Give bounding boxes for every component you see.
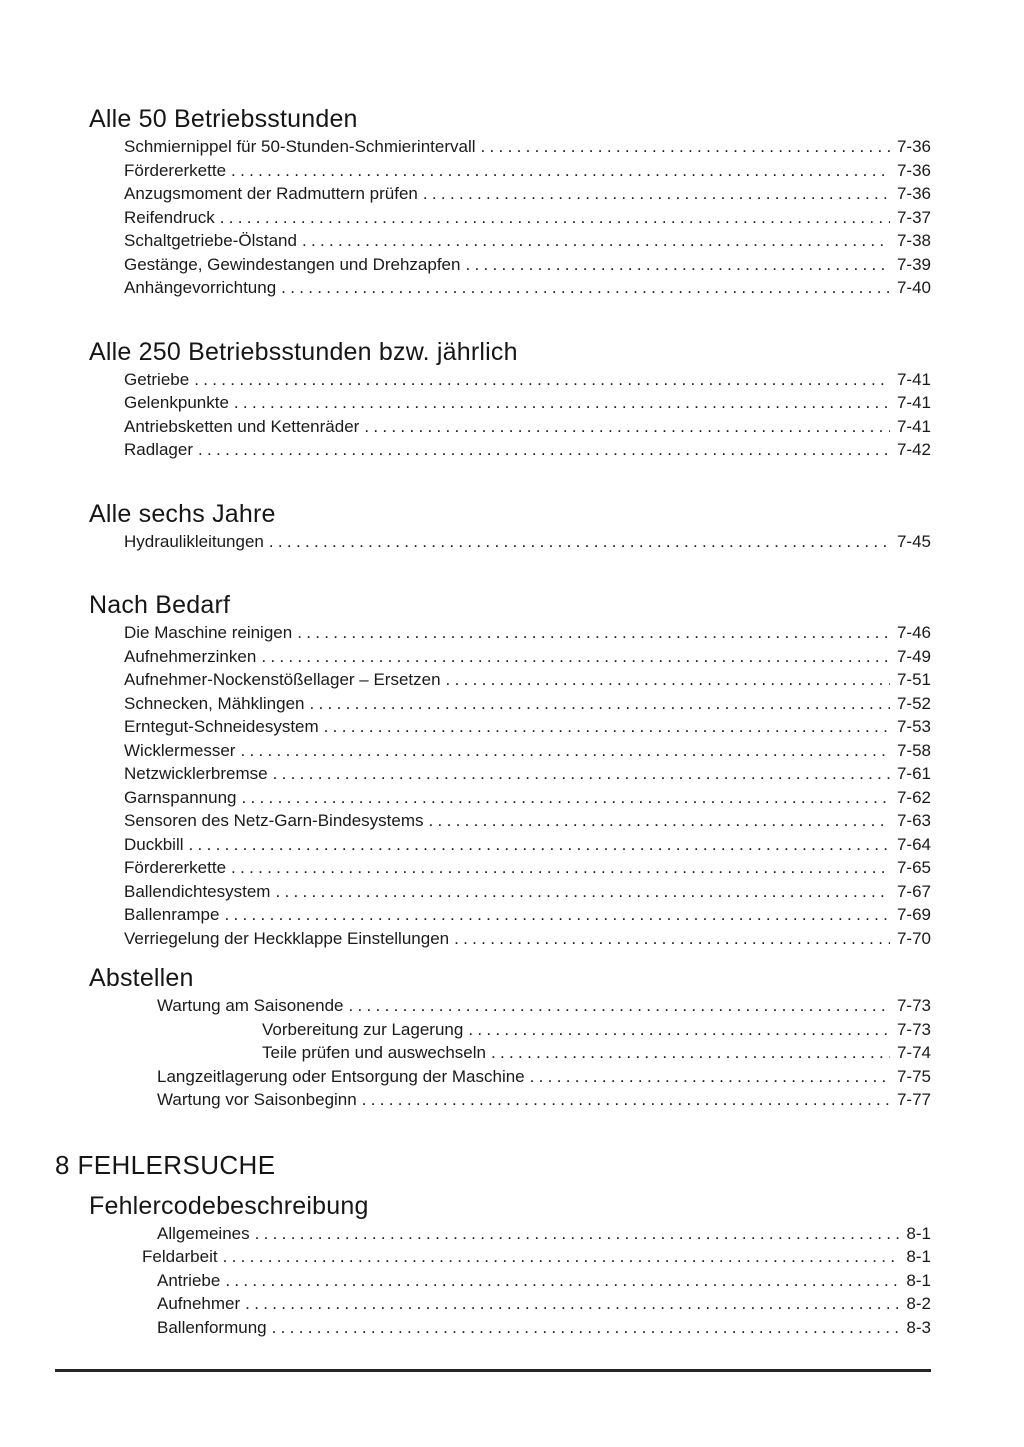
toc-entry-label: Sensoren des Netz-Garn-Bindesystems bbox=[124, 811, 424, 830]
toc-entry bbox=[124, 880, 931, 904]
toc-entry bbox=[124, 438, 931, 462]
toc-section bbox=[55, 103, 931, 300]
toc-entry bbox=[124, 927, 931, 951]
toc-leader-dots bbox=[465, 253, 890, 277]
toc-entry bbox=[124, 645, 931, 669]
toc-entry bbox=[124, 762, 931, 786]
toc-entry bbox=[124, 739, 931, 763]
toc-entry-page: 7-38 bbox=[896, 231, 931, 250]
toc-entry bbox=[124, 391, 931, 415]
toc-entry-label: Verriegelung der Heckklappe Einstellungen bbox=[124, 928, 450, 948]
toc-leader-dots bbox=[255, 1222, 900, 1246]
section-heading: Alle 250 Betriebsstunden bzw. jährlich bbox=[89, 337, 518, 366]
toc-entry-label: Hydraulikleitungen bbox=[124, 531, 264, 551]
toc-entry-label: Ballenrampe bbox=[124, 905, 220, 924]
toc-entry-label: Fördererkette bbox=[124, 160, 227, 180]
toc-leader-dots bbox=[273, 762, 890, 786]
toc-entry bbox=[124, 668, 931, 692]
toc-entry-page: 7-52 bbox=[896, 693, 931, 713]
toc-entry-label: Duckbill bbox=[124, 834, 184, 854]
toc-leader-dots bbox=[194, 368, 890, 392]
toc-leader-dots bbox=[272, 1316, 900, 1340]
toc-chapter bbox=[55, 1148, 931, 1182]
toc-leader-dots bbox=[348, 994, 889, 1018]
toc-entry-label: Netzwicklerbremse bbox=[124, 764, 268, 783]
toc-entry-label: Gestänge, Gewindestangen und Drehzapfen bbox=[124, 254, 461, 274]
toc-entry-page: 8-1 bbox=[906, 1270, 931, 1290]
toc-leader-dots bbox=[220, 206, 890, 230]
toc-leader-dots bbox=[245, 1292, 899, 1316]
toc-entry-label: Reifendruck bbox=[124, 207, 215, 227]
toc-entry bbox=[124, 135, 931, 159]
toc-leader-dots bbox=[429, 809, 890, 833]
toc-leader-dots bbox=[224, 903, 890, 927]
toc-leader-dots bbox=[240, 739, 890, 763]
section-heading: Alle sechs Jahre bbox=[89, 499, 276, 528]
toc-entry-page: 7-58 bbox=[896, 740, 931, 760]
toc-entry-label: Fördererkette bbox=[124, 858, 227, 877]
toc-entry-label: Anzugsmoment der Radmuttern prüfen bbox=[124, 184, 418, 203]
toc-entry-page: 7-73 bbox=[896, 996, 931, 1015]
toc-entry-label: Schmiernippel für 50-Stunden-Schmierintervall bbox=[124, 137, 476, 156]
toc-entry-page: 7-51 bbox=[896, 670, 931, 689]
toc-section bbox=[55, 962, 931, 1112]
toc-entry-label: Radlager bbox=[124, 440, 193, 459]
toc-leader-dots bbox=[225, 1269, 899, 1293]
toc-entry bbox=[124, 621, 931, 645]
toc-entry-label: Gelenkpunkte bbox=[124, 393, 229, 412]
toc-entry-label: Garnspannung bbox=[124, 787, 237, 807]
section-heading: Nach Bedarf bbox=[89, 591, 231, 619]
toc-entry bbox=[124, 833, 931, 857]
toc-leader-dots bbox=[446, 668, 890, 692]
toc-leader-dots bbox=[454, 927, 890, 951]
toc-entry-page: 7-36 bbox=[896, 137, 931, 156]
toc-entry-page: 8-3 bbox=[906, 1317, 931, 1337]
toc-entry-label: Aufnehmer bbox=[157, 1294, 241, 1313]
toc-entry-page: 7-41 bbox=[896, 416, 931, 436]
toc-entry bbox=[124, 692, 931, 716]
toc-entry-label: Anhängevorrichtung bbox=[124, 278, 277, 297]
section-heading: Abstellen bbox=[89, 964, 194, 992]
toc-entry bbox=[124, 276, 931, 300]
toc-entry-label: Aufnehmerzinken bbox=[124, 646, 257, 666]
toc-entry-page: 7-45 bbox=[896, 531, 931, 551]
toc-entry bbox=[142, 1245, 931, 1269]
toc-entry-label: Wicklermesser bbox=[124, 740, 236, 760]
toc-leader-dots bbox=[302, 229, 890, 253]
footer-rule bbox=[55, 1369, 931, 1372]
toc-leader-dots bbox=[491, 1041, 890, 1065]
toc-entry bbox=[157, 1088, 931, 1112]
toc-leader-dots bbox=[275, 880, 890, 904]
toc-leader-dots bbox=[324, 715, 890, 739]
toc-leader-dots bbox=[234, 391, 890, 415]
toc-entry-label: Wartung vor Saisonbeginn bbox=[157, 1090, 357, 1109]
toc-section bbox=[55, 589, 931, 950]
toc-entry-page: 8-1 bbox=[906, 1223, 931, 1243]
toc-leader-dots bbox=[231, 856, 890, 880]
toc-entry bbox=[124, 368, 931, 392]
toc-entry bbox=[157, 1222, 931, 1246]
toc-entry bbox=[124, 809, 931, 833]
toc-entry-label: Aufnehmer-Nockenstößellager – Ersetzen bbox=[124, 670, 441, 689]
toc-entry bbox=[262, 1041, 931, 1065]
toc-entry-page: 7-39 bbox=[896, 254, 931, 274]
toc-section bbox=[55, 498, 931, 554]
toc-entry-page: 7-53 bbox=[896, 717, 931, 736]
toc-entry-label: Teile prüfen und auswechseln bbox=[262, 1043, 486, 1062]
toc-leader-dots bbox=[189, 833, 890, 857]
toc-entry-page: 7-63 bbox=[896, 811, 931, 830]
toc-entry bbox=[124, 159, 931, 183]
chapter-heading: 8 FEHLERSUCHE bbox=[55, 1149, 276, 1180]
toc-entry bbox=[124, 182, 931, 206]
toc-leader-dots bbox=[231, 159, 890, 183]
toc-entry-page: 8-2 bbox=[906, 1294, 931, 1313]
table-of-contents bbox=[55, 103, 931, 1339]
toc-entry bbox=[157, 1269, 931, 1293]
toc-leader-dots bbox=[530, 1065, 890, 1089]
toc-entry-page: 7-41 bbox=[896, 369, 931, 389]
toc-entry-label: Die Maschine reinigen bbox=[124, 623, 293, 642]
toc-entry-page: 7-37 bbox=[896, 207, 931, 227]
toc-entry-page: 7-73 bbox=[896, 1019, 931, 1039]
toc-entry bbox=[157, 1316, 931, 1340]
toc-leader-dots bbox=[269, 530, 890, 554]
toc-section bbox=[55, 336, 931, 462]
toc-entry-label: Antriebe bbox=[157, 1270, 221, 1290]
toc-entry-label: Allgemeines bbox=[157, 1223, 250, 1243]
toc-entry-label: Antriebsketten und Kettenräder bbox=[124, 416, 360, 436]
toc-entry-label: Ballenformung bbox=[157, 1317, 267, 1337]
toc-leader-dots bbox=[423, 182, 890, 206]
toc-leader-dots bbox=[198, 438, 890, 462]
toc-entry-label: Erntegut-Schneidesystem bbox=[124, 717, 319, 736]
toc-entry-label: Schaltgetriebe-Ölstand bbox=[124, 231, 297, 250]
toc-entry-label: Ballendichtesystem bbox=[124, 881, 271, 901]
section-heading: Fehlercodebeschreibung bbox=[89, 1191, 369, 1220]
toc-entry bbox=[157, 1292, 931, 1316]
toc-entry bbox=[124, 715, 931, 739]
toc-entry bbox=[157, 994, 931, 1018]
toc-entry-page: 7-77 bbox=[896, 1090, 931, 1109]
toc-entry-label: Vorbereitung zur Lagerung bbox=[262, 1019, 464, 1039]
toc-entry-page: 7-62 bbox=[896, 787, 931, 807]
toc-leader-dots bbox=[362, 1088, 890, 1112]
toc-entry-page: 7-49 bbox=[896, 646, 931, 666]
toc-leader-dots bbox=[364, 415, 890, 439]
toc-leader-dots bbox=[261, 645, 890, 669]
toc-entry-label: Schnecken, Mähklingen bbox=[124, 693, 305, 713]
toc-section bbox=[55, 1190, 931, 1340]
toc-leader-dots bbox=[297, 621, 890, 645]
toc-leader-dots bbox=[281, 276, 890, 300]
toc-entry-page: 7-67 bbox=[896, 881, 931, 901]
toc-entry-page: 7-61 bbox=[896, 764, 931, 783]
toc-entry bbox=[157, 1065, 931, 1089]
toc-entry-page: 7-36 bbox=[896, 160, 931, 180]
toc-leader-dots bbox=[310, 692, 890, 716]
toc-entry-page: 7-74 bbox=[896, 1043, 931, 1062]
toc-entry-page: 7-75 bbox=[896, 1066, 931, 1086]
section-heading: Alle 50 Betriebsstunden bbox=[89, 105, 358, 133]
toc-entry-label: Wartung am Saisonende bbox=[157, 996, 344, 1015]
toc-entry-page: 7-70 bbox=[896, 928, 931, 948]
toc-entry-page: 7-65 bbox=[896, 858, 931, 877]
toc-entry-label: Feldarbeit bbox=[142, 1247, 218, 1266]
toc-entry bbox=[124, 786, 931, 810]
toc-entry-label: Getriebe bbox=[124, 369, 190, 389]
toc-entry bbox=[124, 856, 931, 880]
toc-entry-page: 8-1 bbox=[906, 1247, 931, 1266]
toc-entry-page: 7-46 bbox=[896, 623, 931, 642]
toc-entry-page: 7-64 bbox=[896, 834, 931, 854]
toc-entry bbox=[124, 229, 931, 253]
toc-entry-page: 7-42 bbox=[896, 440, 931, 459]
toc-entry-page: 7-36 bbox=[896, 184, 931, 203]
toc-leader-dots bbox=[241, 786, 889, 810]
toc-leader-dots bbox=[223, 1245, 900, 1269]
toc-entry bbox=[124, 530, 931, 554]
toc-entry-page: 7-40 bbox=[896, 278, 931, 297]
toc-leader-dots bbox=[468, 1018, 890, 1042]
toc-entry-page: 7-41 bbox=[896, 393, 931, 412]
toc-entry bbox=[124, 253, 931, 277]
toc-entry-label: Langzeitlagerung oder Entsorgung der Maschine bbox=[157, 1066, 525, 1086]
toc-entry bbox=[124, 206, 931, 230]
toc-entry bbox=[262, 1018, 931, 1042]
toc-entry bbox=[124, 415, 931, 439]
toc-entry-page: 7-69 bbox=[896, 905, 931, 924]
toc-leader-dots bbox=[481, 135, 890, 159]
toc-entry bbox=[124, 903, 931, 927]
